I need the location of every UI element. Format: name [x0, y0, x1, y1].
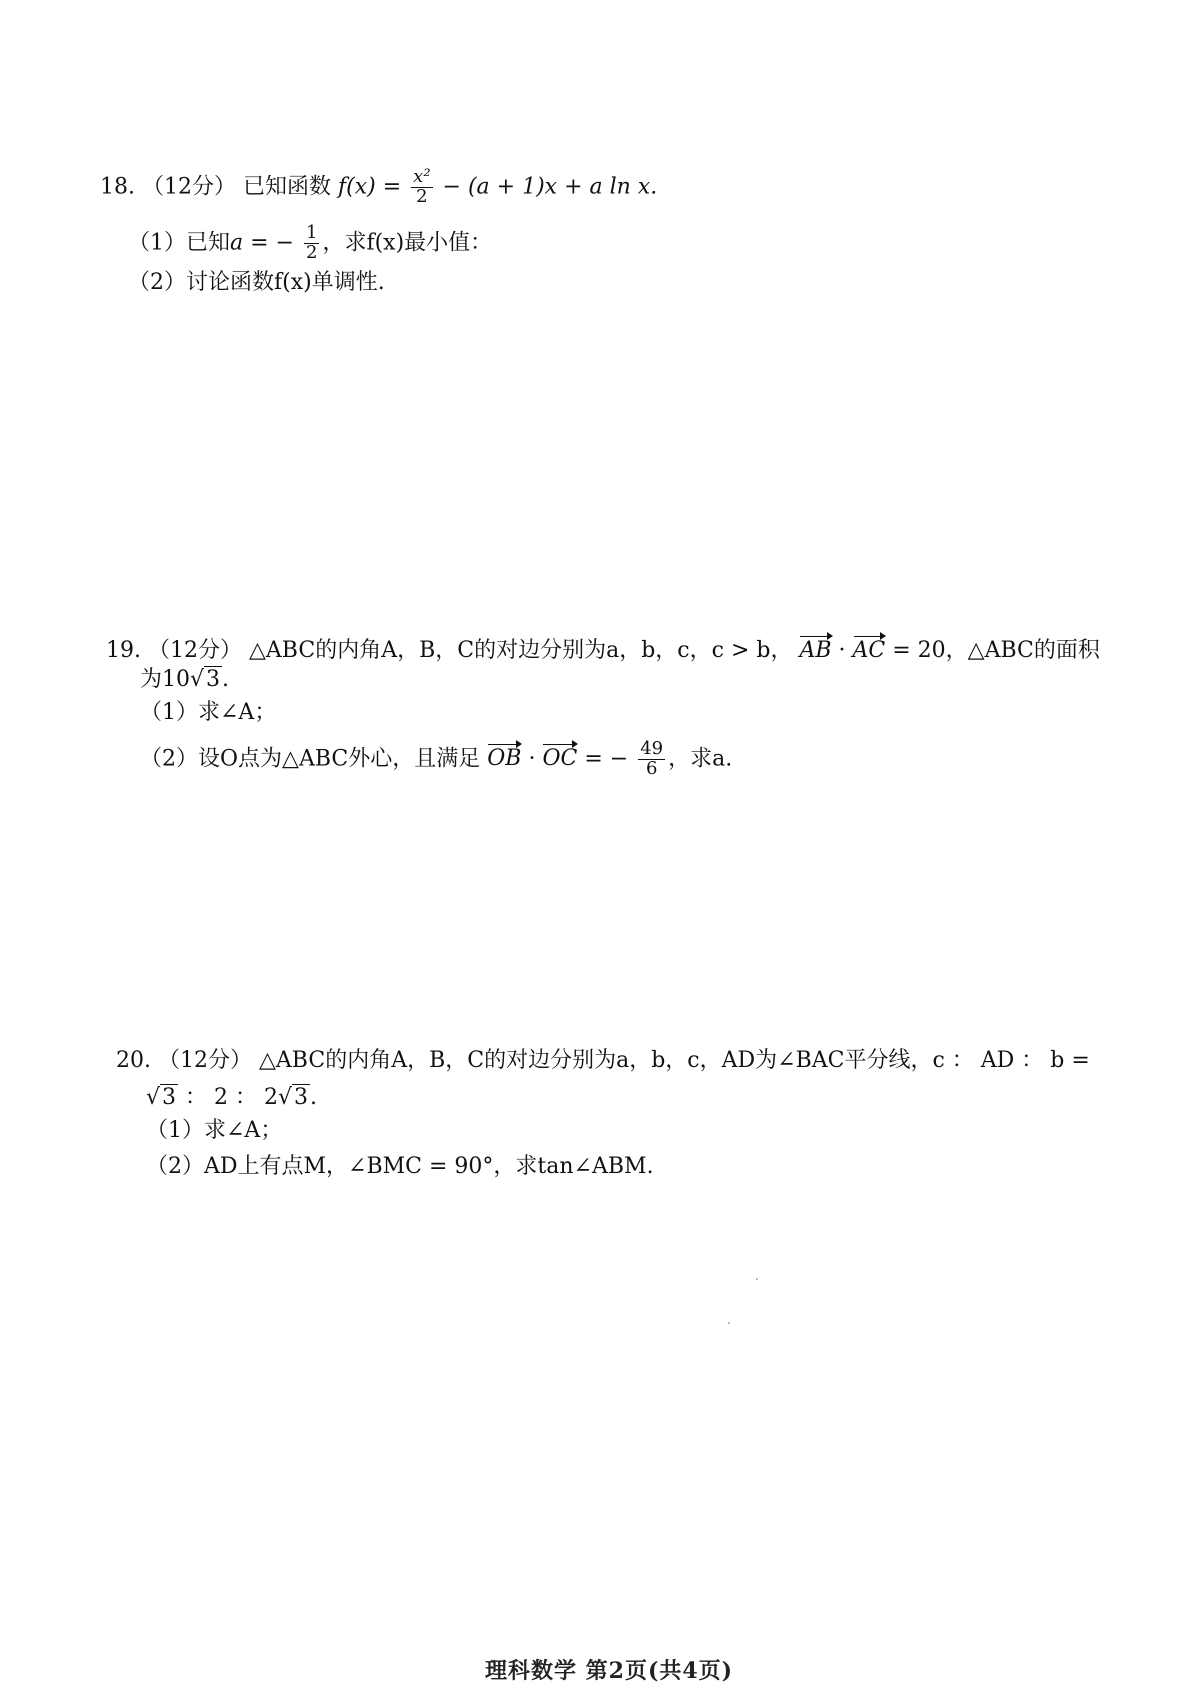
q18-p2-text: 讨论函数f(x)单调性.	[186, 270, 385, 295]
q19-vector-ob: OB	[487, 742, 521, 772]
q20-part1	[146, 1118, 282, 1144]
q19-sqrt: √3	[190, 667, 221, 692]
q18-p1-suffix: ，求f(x)最小值：	[322, 230, 493, 256]
q19-p2-prefix: 设O点为△ABC外心，且满足	[198, 746, 481, 772]
q18-p1-frac-num: 1	[306, 222, 318, 243]
q20-p2-text: AD上有点M，∠BMC = 90°，求tan∠ABM.	[204, 1154, 654, 1179]
q18-p1-fraction	[304, 224, 319, 263]
q19-p1-text: 求∠A；	[198, 700, 277, 725]
q20-score: （12分）	[158, 1048, 252, 1073]
q20-p1-label: （1）	[146, 1118, 204, 1143]
q20-part2	[146, 1154, 654, 1180]
q18-func-name: f	[338, 174, 347, 200]
q19-p2-eq: = −	[584, 746, 629, 772]
q19-p2-suffix: ，求a.	[668, 746, 733, 772]
q18-stem-text: 已知函数	[243, 174, 332, 200]
q19-vector-oc: OC	[542, 742, 577, 772]
q18-stem	[100, 168, 657, 207]
q18-p1-frac-den: 2	[306, 241, 318, 263]
q20-line2-mid: ： 2 ： 2	[178, 1085, 278, 1110]
q19-line2-suffix: .	[222, 667, 230, 692]
q20-line2-end: .	[310, 1085, 318, 1110]
q18-score: （12分）	[142, 174, 236, 200]
q20-p1-text: 求∠A；	[204, 1118, 283, 1143]
q18-part1	[128, 224, 492, 263]
q19-part2	[140, 740, 732, 779]
q20-number: 20.	[116, 1048, 151, 1073]
q18-number: 18.	[100, 174, 135, 200]
q19-p1-label: （1）	[140, 700, 198, 725]
q18-frac-num: x²	[413, 166, 431, 187]
q19-dot: ·	[838, 638, 846, 663]
scan-speck	[728, 1322, 730, 1324]
q20-stem-text: △ABC的内角A，B，C的对边分别为a，b，c，AD为∠BAC平分线，c ： AD ： b =	[259, 1048, 1090, 1073]
q19-p2-frac-num: 49	[640, 738, 664, 759]
q18-p1-prefix: 已知	[186, 230, 231, 256]
q19-vector-ac: AC	[853, 634, 886, 664]
q19-score: （12分）	[148, 638, 242, 663]
q19-p2-dot: ·	[528, 746, 536, 772]
q18-part2	[128, 270, 385, 296]
q19-stem-b: = 20，△ABC的面积	[892, 638, 1100, 663]
q19-part1	[140, 700, 276, 726]
q19-p2-label: （2）	[140, 746, 198, 772]
q18-frac-den: 2	[416, 185, 428, 207]
q19-sqrt-radicand: 3	[206, 667, 221, 692]
q19-number: 19.	[106, 638, 141, 663]
q19-stem-a: △ABC的内角A，B，C的对边分别为a，b，c，c > b，	[249, 638, 793, 663]
q18-p2-label: （2）	[128, 270, 186, 295]
q19-line2-prefix: 为10	[140, 667, 190, 692]
q19-stem	[106, 634, 1100, 664]
q19-vector-ab: AB	[799, 634, 831, 664]
q20-sqrt-1: √3	[146, 1085, 177, 1110]
q18-func-rest: − (a + 1)x + a ln x.	[442, 174, 658, 200]
scan-speck	[756, 1278, 758, 1280]
q20-sqrt-1-radicand: 3	[162, 1085, 177, 1110]
q20-stem	[116, 1048, 1090, 1074]
q20-sqrt-2: √3	[278, 1085, 309, 1110]
q19-p2-frac-den: 6	[645, 757, 658, 779]
page-footer: 理科数学 第2页(共4页)	[485, 1658, 734, 1684]
q18-p1-label: （1）	[128, 230, 186, 256]
q18-p1-var: a = −	[230, 230, 294, 256]
q19-stem-line2	[140, 666, 229, 693]
q20-sqrt-2-radicand: 3	[294, 1085, 309, 1110]
q18-fraction	[411, 168, 432, 207]
q19-p2-fraction	[638, 740, 665, 779]
q20-stem-line2	[146, 1084, 317, 1111]
q18-func-arg: (x) =	[346, 174, 402, 200]
q20-p2-label: （2）	[146, 1154, 204, 1179]
